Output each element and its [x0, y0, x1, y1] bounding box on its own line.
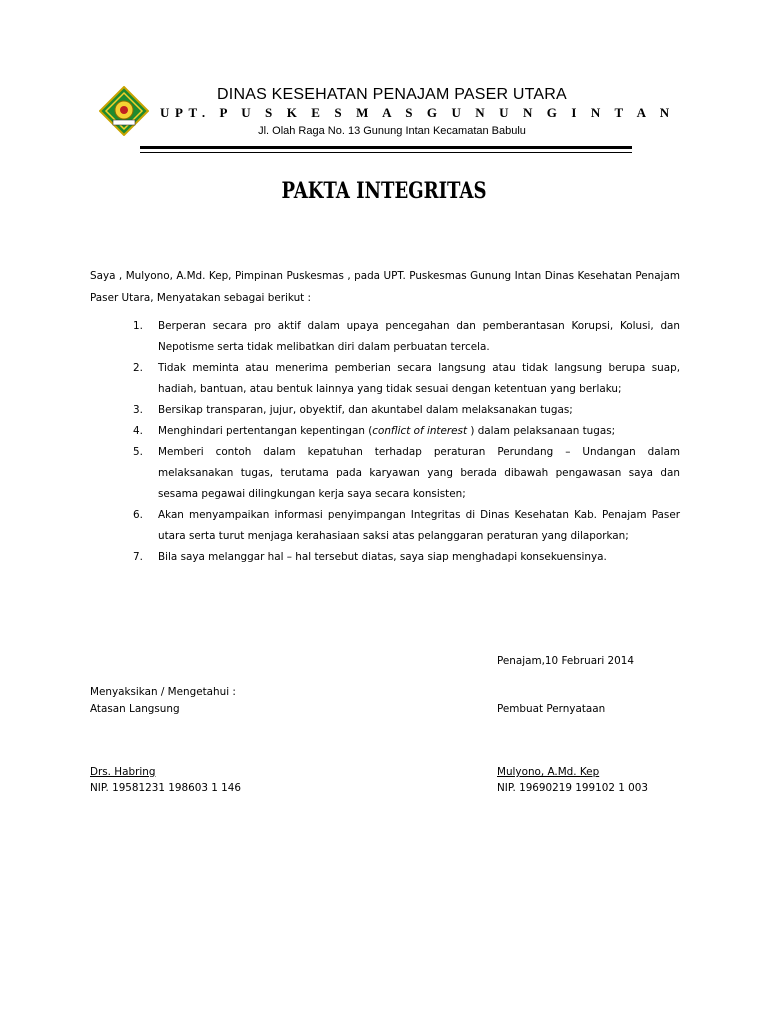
item-text-pre: Menghindari pertentangan kepentingan ( — [158, 425, 373, 437]
witness-nip: NIP. 19581231 198603 1 146 — [90, 782, 241, 794]
list-item — [90, 547, 680, 568]
pledge-list — [90, 316, 680, 568]
list-item — [90, 316, 680, 358]
item-number: 5. — [133, 446, 143, 458]
witness-role: Atasan Langsung — [90, 703, 180, 715]
place-date: Penajam,10 Februari 2014 — [497, 655, 634, 667]
regency-emblem-icon — [99, 86, 149, 136]
item-text-italic: conflict of interest — [372, 425, 468, 437]
item-number: 7. — [133, 551, 143, 563]
witness-label: Menyaksikan / Mengetahui : — [90, 686, 236, 698]
item-number: 2. — [133, 362, 143, 374]
item-text: Bila saya melanggar hal – hal tersebut diatas, saya siap menghadapi konsekuensinya. — [158, 551, 607, 563]
list-item — [90, 400, 680, 421]
list-item — [90, 421, 680, 442]
list-item — [90, 442, 680, 505]
list-item — [90, 505, 680, 547]
item-number: 1. — [133, 320, 143, 332]
item-text-post: ) dalam pelaksanaan tugas; — [467, 425, 616, 437]
item-text: Memberi contoh dalam kepatuhan terhadap peraturan Perundang – Undangan dalam melaksanakan tugas, terutama pada karyawan yang berada dibawah pengawasan saya dan sesama pegawai dilingkungan kerja saya secara konsisten; — [158, 446, 680, 500]
list-item — [90, 358, 680, 400]
item-text: Berperan secara pro aktif dalam upaya pencegahan dan pemberantasan Korupsi, Kolusi, dan Nepotisme serta tidak melibatkan diri dalam perbuatan tercela. — [158, 320, 680, 353]
address: Jl. Olah Raga No. 13 Gunung Intan Kecamatan Babulu — [258, 125, 526, 137]
declarant-role: Pembuat Pernyataan — [497, 703, 606, 715]
item-text: Bersikap transparan, jujur, obyektif, dan akuntabel dalam melaksanakan tugas; — [158, 404, 573, 416]
item-number: 6. — [133, 509, 143, 521]
item-text: Akan menyampaikan informasi penyimpangan Integritas di Dinas Kesehatan Kab. Penajam Paser utara serta turut menjaga kerahasiaan saksi atas pelanggaran peraturan yang dilaporkan; — [158, 509, 680, 542]
item-text: Tidak meminta atau menerima pemberian secara langsung atau tidak langsung berupa suap, hadiah, bantuan, atau bentuk lainnya yang tidak sesuai dengan ketentuan yang berlaku; — [158, 362, 680, 395]
declarant-name: Mulyono, A.Md. Kep — [497, 766, 600, 778]
intro-paragraph: Saya , Mulyono, A.Md. Kep, Pimpinan Puskesmas , pada UPT. Puskesmas Gunung Intan Dinas Kesehatan Penajam Paser Utara, Menyatakan sebagai berikut : — [90, 270, 680, 304]
item-number: 4. — [133, 425, 143, 437]
document-title: PAKTA INTEGRITAS — [281, 178, 487, 204]
letterhead-divider-thin — [140, 152, 632, 153]
item-number: 3. — [133, 404, 143, 416]
declarant-nip: NIP. 19690219 199102 1 003 — [497, 782, 648, 794]
letterhead-divider-thick — [140, 146, 632, 149]
agency-name: DINAS KESEHATAN PENAJAM PASER UTARA — [217, 86, 567, 103]
witness-name: Drs. Habring — [90, 766, 156, 778]
unit-name: UPT. P U S K E S M A S G U N U N G I N T A N — [160, 105, 675, 120]
